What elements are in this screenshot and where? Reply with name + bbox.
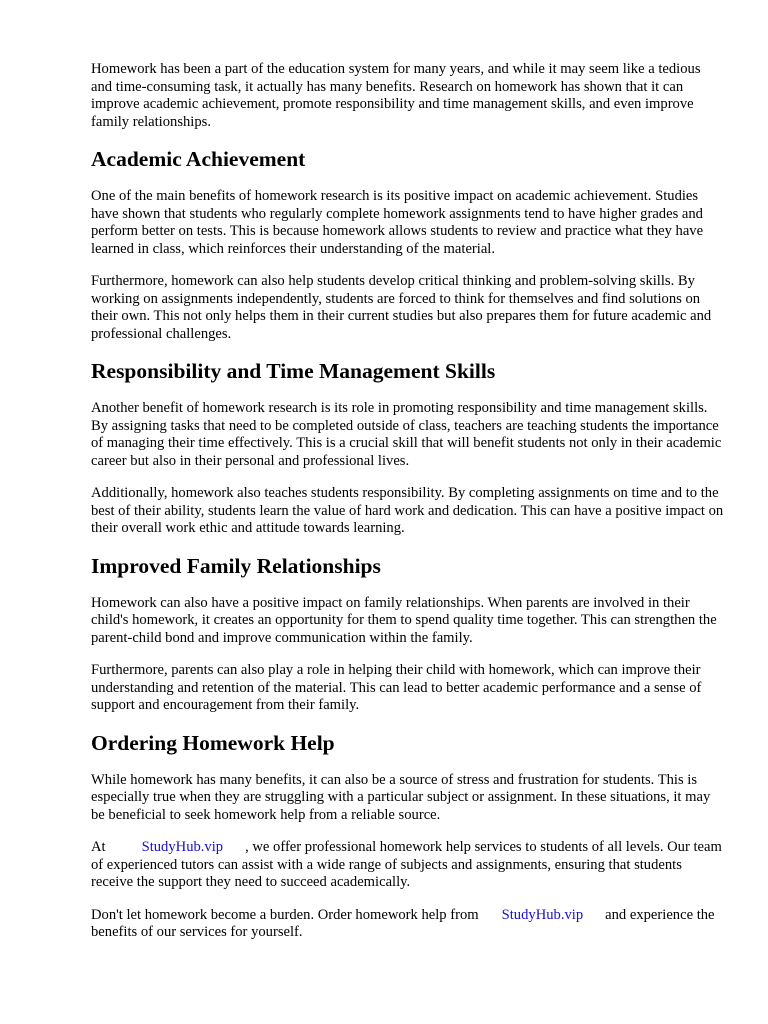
paragraph-academic-1: One of the main benefits of homework research is its positive impact on academic achievement. Studies have shown that students who regularly complete homework assignments tend to have higher grades and perform better on tests. This is because homework allows students to review and practice what they have learned in class, which reinforces their understanding of the material. [91, 188, 704, 257]
heading-academic-achievement: Academic Achievement [91, 147, 306, 171]
promo-prefix: At [91, 839, 106, 855]
heading-responsibility: Responsibility and Time Management Skills [91, 359, 496, 383]
paragraph-ordering-1: While homework has many benefits, it can also be a source of stress and frustration for students. This is especially true when they are struggling with a particular subject or assignment. In these situations, it may be beneficial to seek homework help from a reliable source. [91, 771, 711, 823]
studyhub-link-closing[interactable]: StudyHub.vip [501, 906, 584, 923]
paragraph-family-2: Furthermore, parents can also play a role in helping their child with homework, which can improve their understanding and retention of the material. This can lead to better academic performance and a sense of support and encouragement from their family. [91, 662, 702, 713]
promo-paragraph [91, 839, 724, 892]
closing-prefix: Don't let homework become a burden. Order homework help from [91, 906, 479, 923]
paragraph-family-1: Homework can also have a positive impact on family relationships. When parents are involved in their child's homework, it creates an opportunity for them to spend quality time together. This can strengthen the parent-child bond and improve communication within the family. [91, 594, 717, 646]
closing-paragraph [91, 907, 724, 942]
paragraph-academic-2: Furthermore, homework can also help students develop critical thinking and problem-solving skills. By working on assignments independently, students are forced to think for themselves and find solutions on their own. This not only helps them in their current studies but also prepares them for future academic and professional challenges. [91, 273, 712, 342]
paragraph-responsibility-1: Another benefit of homework research is its role in promoting responsibility and time management skills. By assigning tasks that need to be completed outside of class, teachers are teaching students the importance of managing their time effectively. This is a crucial skill that will benefit students not only in their academic career but also in their personal and professional lives. [91, 400, 722, 469]
promo-suffix: , we offer professional homework help services to students of all levels. Our team of experienced tutors can assist with a wide range of subjects and assignments, ensuring that students receive the support they need to succeed academically. [91, 839, 722, 890]
closing-suffix: and experience the benefits of our services for yourself. [91, 906, 715, 940]
intro-paragraph: Homework has been a part of the education system for many years, and while it may seem like a tedious and time-consuming task, it actually has many benefits. Research on homework has shown that it can improve academic achievement, promote responsibility and time management skills, and even improve family relationships. [91, 61, 701, 130]
studyhub-link[interactable]: StudyHub.vip [141, 839, 224, 855]
heading-family-relationships: Improved Family Relationships [91, 553, 381, 578]
heading-ordering-help: Ordering Homework Help [91, 730, 335, 755]
paragraph-responsibility-2: Additionally, homework also teaches students responsibility. By completing assignments on time and to the best of their ability, students learn the value of hard work and dedication. This can have a positive impact on their overall work ethic and attitude towards learning. [91, 485, 724, 536]
